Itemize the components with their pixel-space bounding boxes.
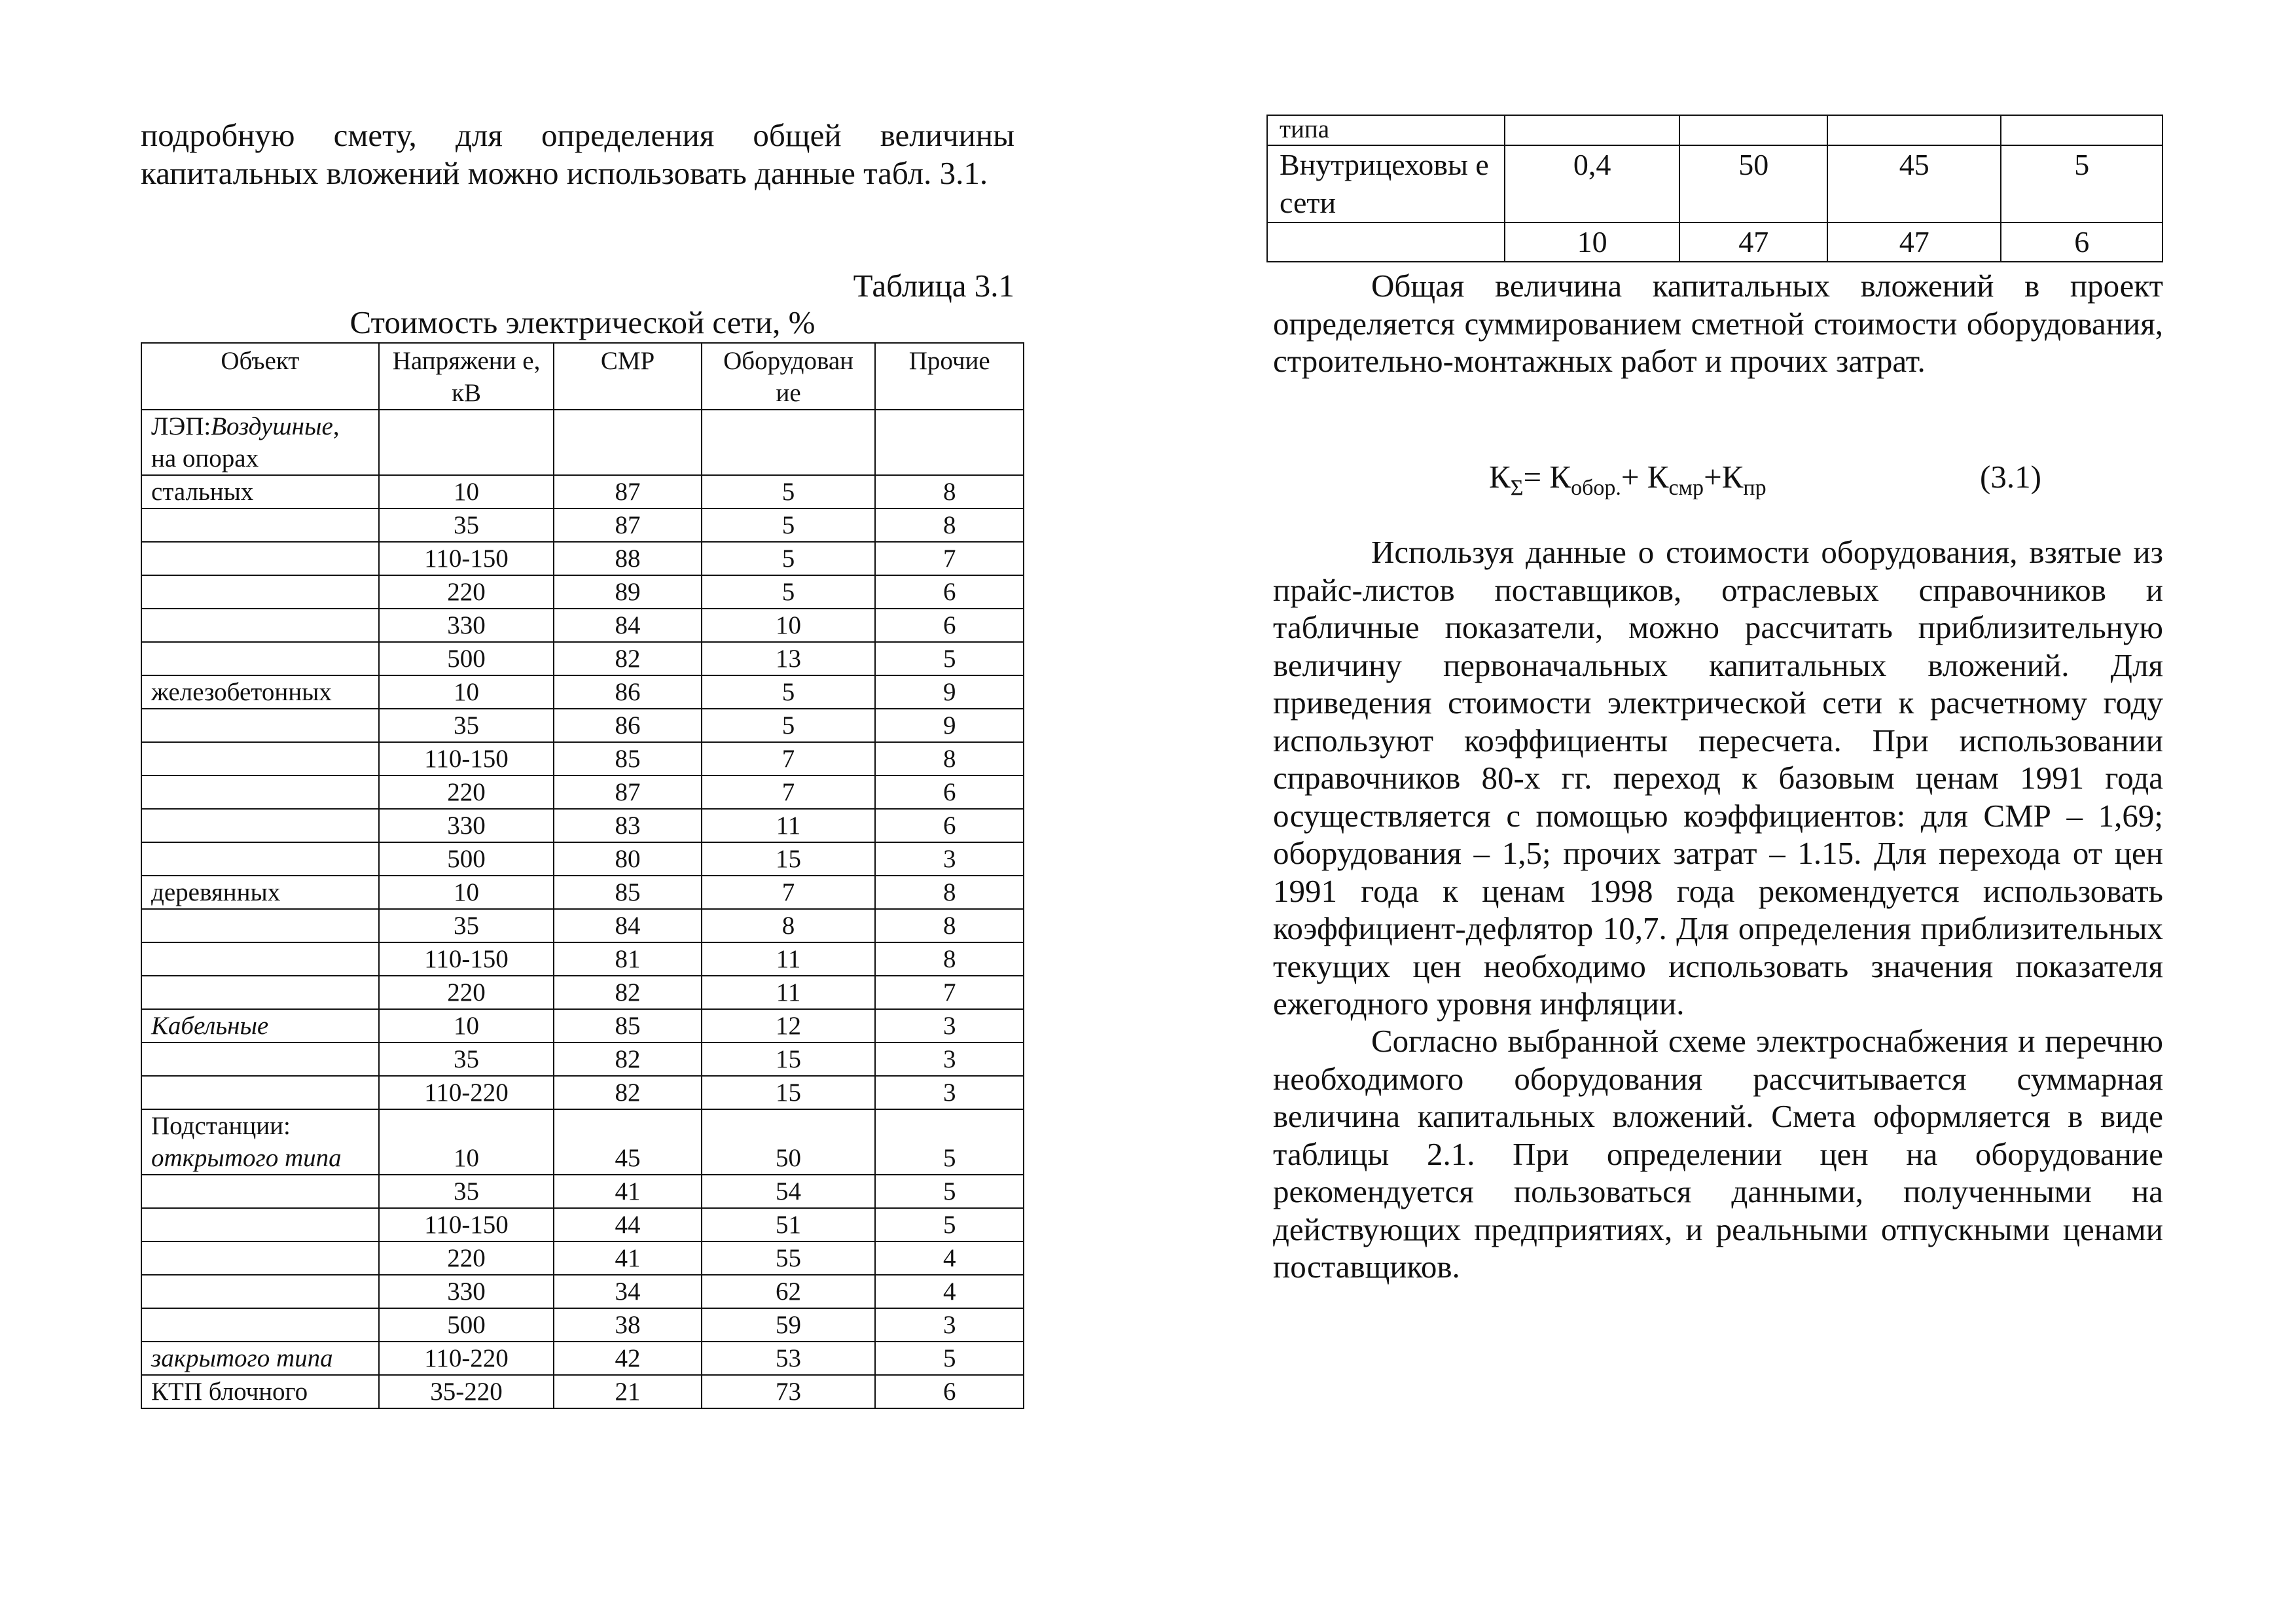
table-row (141, 1009, 1024, 1043)
cell-voltage: 10 (1505, 223, 1680, 262)
cell-other: 6 (875, 776, 1024, 809)
cell-smr: 86 (554, 675, 701, 709)
formula-3-1 (1266, 458, 2157, 500)
cell-voltage: 35-220 (379, 1375, 554, 1408)
cell-other: 3 (875, 1009, 1024, 1043)
cell-equipment: 7 (702, 742, 876, 776)
cell-voltage: 10 (379, 475, 554, 508)
cell-voltage: 500 (379, 1308, 554, 1342)
cell-equipment: 12 (702, 1009, 876, 1043)
cell-smr: 47 (1679, 223, 1827, 262)
cell-smr: 87 (554, 776, 701, 809)
cell-object (141, 1275, 379, 1308)
cell-object (141, 742, 379, 776)
cell-smr: 38 (554, 1308, 701, 1342)
cell-other: 3 (875, 1076, 1024, 1109)
cell-other: 9 (875, 709, 1024, 742)
cell-voltage: 110-220 (379, 1342, 554, 1375)
cell-other: 7 (875, 976, 1024, 1009)
cell-voltage: 0,4 (1505, 145, 1680, 223)
cell-smr: 82 (554, 642, 701, 675)
cell-voltage: 330 (379, 809, 554, 842)
cell-smr: 88 (554, 542, 701, 575)
cell-voltage: 220 (379, 575, 554, 609)
cell-object (141, 575, 379, 609)
cell-equipment: 5 (702, 475, 876, 508)
cell-other: 6 (875, 809, 1024, 842)
table-row (141, 575, 1024, 609)
cell-equipment: 62 (702, 1275, 876, 1308)
cell-object: КТП блочного (141, 1375, 379, 1408)
cell-voltage: 500 (379, 642, 554, 675)
cell-other: 4 (875, 1241, 1024, 1275)
cell-equipment: 11 (702, 976, 876, 1009)
cell-voltage: 220 (379, 776, 554, 809)
cell-equipment: 45 (1827, 145, 2001, 223)
cell-object (141, 1076, 379, 1109)
cell-equipment (702, 410, 876, 475)
cell-object: типа (1267, 115, 1505, 145)
table-row (1267, 145, 2162, 223)
cell-other (2001, 115, 2162, 145)
cell-equipment: 8 (702, 909, 876, 942)
cell-other: 6 (875, 575, 1024, 609)
cell-smr: 85 (554, 742, 701, 776)
cell-object (141, 1308, 379, 1342)
cell-equipment: 5 (702, 542, 876, 575)
cell-smr: 41 (554, 1175, 701, 1208)
table-row (141, 1043, 1024, 1076)
table-row (141, 1241, 1024, 1275)
table-row (141, 1375, 1024, 1408)
cell-voltage: 110-150 (379, 942, 554, 976)
table-row (141, 675, 1024, 709)
cell-other: 6 (875, 609, 1024, 642)
cell-smr: 87 (554, 508, 701, 542)
cell-other: 5 (875, 1175, 1024, 1208)
table-row (141, 410, 1024, 475)
cell-equipment: 5 (702, 575, 876, 609)
cell-smr: 84 (554, 909, 701, 942)
table-header-row (141, 343, 1024, 410)
cell-voltage: 110-150 (379, 1208, 554, 1241)
table-row (141, 1208, 1024, 1241)
cell-object: деревянных (141, 876, 379, 909)
table-row (141, 842, 1024, 876)
cell-other: 3 (875, 1043, 1024, 1076)
cell-smr: 82 (554, 1043, 701, 1076)
cell-object: стальных (141, 475, 379, 508)
cell-other: 6 (875, 1375, 1024, 1408)
cell-equipment: 15 (702, 1043, 876, 1076)
cell-equipment: 11 (702, 942, 876, 976)
cell-smr: 81 (554, 942, 701, 976)
cell-smr: 84 (554, 609, 701, 642)
cell-voltage: 500 (379, 842, 554, 876)
cell-smr: 89 (554, 575, 701, 609)
table-row (141, 876, 1024, 909)
cell-smr: 34 (554, 1275, 701, 1308)
cell-object: Внутрицеховы е сети (1267, 145, 1505, 223)
cell-equipment: 10 (702, 609, 876, 642)
table-row (141, 1275, 1024, 1308)
header-smr: СМР (554, 343, 701, 410)
paragraph-total-investment (1273, 267, 2163, 380)
cell-equipment: 7 (702, 776, 876, 809)
cell-voltage: 110-150 (379, 542, 554, 575)
cell-other: 8 (875, 942, 1024, 976)
table-row (141, 709, 1024, 742)
table-number: Таблица 3.1 (853, 268, 1014, 304)
cell-other: 3 (875, 1308, 1024, 1342)
cell-voltage (379, 410, 554, 475)
cell-other: 5 (875, 1109, 1024, 1175)
cell-smr: 45 (554, 1109, 701, 1175)
cell-equipment: 51 (702, 1208, 876, 1241)
table-row (141, 809, 1024, 842)
cell-equipment: 47 (1827, 223, 2001, 262)
cell-equipment: 15 (702, 842, 876, 876)
cell-equipment: 53 (702, 1342, 876, 1375)
cell-equipment: 13 (702, 642, 876, 675)
cell-object (141, 776, 379, 809)
cell-voltage: 35 (379, 1175, 554, 1208)
cell-object (141, 709, 379, 742)
cell-voltage: 10 (379, 675, 554, 709)
cell-object (141, 609, 379, 642)
cell-object (141, 642, 379, 675)
cell-equipment: 11 (702, 809, 876, 842)
cell-other: 8 (875, 508, 1024, 542)
cell-other: 6 (2001, 223, 2162, 262)
cell-smr: 80 (554, 842, 701, 876)
table-body (141, 410, 1024, 1408)
cell-smr: 21 (554, 1375, 701, 1408)
cell-object (141, 542, 379, 575)
cell-voltage: 10 (379, 1009, 554, 1043)
cell-equipment: 7 (702, 876, 876, 909)
cell-smr: 82 (554, 1076, 701, 1109)
cell-voltage: 220 (379, 1241, 554, 1275)
table-continuation (1266, 115, 2163, 262)
table-row (1267, 115, 2162, 145)
cell-other: 3 (875, 842, 1024, 876)
formula-number: (3.1) (1980, 459, 2041, 495)
table-row (141, 776, 1024, 809)
cell-equipment: 50 (702, 1109, 876, 1175)
cell-other: 8 (875, 909, 1024, 942)
intro-paragraph: подробную смету, для определения общей величины капитальных вложений можно использовать данные табл. 3.1. (141, 117, 1014, 191)
formula-expression: $К_\Sigma= К_{обор.}+ К_{смр}+К_{пр}$ (1489, 459, 1767, 500)
cell-other: 5 (875, 642, 1024, 675)
cell-object (141, 842, 379, 876)
paragraph-estimate (1273, 1022, 2163, 1286)
cell-smr: 82 (554, 976, 701, 1009)
cell-smr: 50 (1679, 145, 1827, 223)
cell-equipment: 55 (702, 1241, 876, 1275)
cell-other: 5 (875, 1342, 1024, 1375)
cell-other (875, 410, 1024, 475)
cell-object (141, 976, 379, 1009)
cell-object: закрытого типа (141, 1342, 379, 1375)
cell-smr: 41 (554, 1241, 701, 1275)
table-row (141, 1076, 1024, 1109)
table-row (141, 1342, 1024, 1375)
table-title: Стоимость электрической сети, % (350, 304, 816, 340)
table-row (141, 1175, 1024, 1208)
header-equipment: Оборудован ие (702, 343, 876, 410)
cell-voltage: 330 (379, 1275, 554, 1308)
cell-smr: 87 (554, 475, 701, 508)
cell-voltage: 35 (379, 1043, 554, 1076)
table-row (141, 642, 1024, 675)
paragraph1-text: Общая величина капитальных вложений в проект определяется суммированием сметной стоимости оборудования, строительно-монтажных работ и прочих затрат. (1273, 268, 2163, 379)
paragraph-coefficients (1273, 533, 2163, 1023)
cell-smr: 85 (554, 876, 701, 909)
cell-voltage: 110-220 (379, 1076, 554, 1109)
cell-other: 8 (875, 742, 1024, 776)
table-row (141, 742, 1024, 776)
table-row (141, 942, 1024, 976)
cell-object (141, 909, 379, 942)
cell-smr: 83 (554, 809, 701, 842)
cell-smr: 42 (554, 1342, 701, 1375)
paragraph2-text: Используя данные о стоимости оборудования, взятые из прайс-листов поставщиков, отраслевых справочников и табличные показатели, можно рассчитать приблизительную величину первоначальных капитальных вложений. Для приведения стоимости электрической сети к расчетному году используют коэффициенты пересчета. При использовании справочников 80-х гг. переход к базовым ценам 1991 года осуществляется с помощью коэффициентов: для СМР – 1,69; оборудования – 1,5; прочих затрат – 1.15. Для перехода от цен 1991 года к ценам 1998 года рекомендуется использовать коэффициент-дефлятор 10,7. Для определения приблизительных текущих цен необходимо использовать значения показателя ежегодного уровня инфляции. (1273, 534, 2163, 1022)
cell-smr (1679, 115, 1827, 145)
cell-object: Кабельные (141, 1009, 379, 1043)
cell-object (141, 809, 379, 842)
table-row (141, 976, 1024, 1009)
cell-object: Подстанции: открытого типа (141, 1109, 379, 1175)
cell-object (141, 1208, 379, 1241)
cell-voltage: 10 (379, 1109, 554, 1175)
cell-equipment: 5 (702, 675, 876, 709)
cell-other: 9 (875, 675, 1024, 709)
cell-other: 8 (875, 475, 1024, 508)
header-voltage: Напряжени е, кВ (379, 343, 554, 410)
cell-voltage: 35 (379, 508, 554, 542)
table-row (1267, 223, 2162, 262)
cell-smr: 44 (554, 1208, 701, 1241)
cell-smr: 85 (554, 1009, 701, 1043)
cell-equipment: 5 (702, 709, 876, 742)
cell-object (141, 1043, 379, 1076)
cost-table (141, 342, 1024, 1409)
cell-voltage: 110-150 (379, 742, 554, 776)
cell-other: 8 (875, 876, 1024, 909)
cell-voltage: 10 (379, 876, 554, 909)
table-row (141, 1109, 1024, 1175)
table-row (141, 909, 1024, 942)
cell-equipment (1827, 115, 2001, 145)
table-row (141, 1308, 1024, 1342)
cell-object (141, 508, 379, 542)
cell-object: ЛЭП:Воздушные, на опорах (141, 410, 379, 475)
header-object: Объект (141, 343, 379, 410)
cell-equipment: 5 (702, 508, 876, 542)
cell-other: 5 (2001, 145, 2162, 223)
cell-voltage: 330 (379, 609, 554, 642)
header-other: Прочие (875, 343, 1024, 410)
cell-voltage: 35 (379, 709, 554, 742)
cell-equipment: 59 (702, 1308, 876, 1342)
continuation-body (1267, 115, 2162, 262)
cell-other: 5 (875, 1208, 1024, 1241)
cell-object: железобетонных (141, 675, 379, 709)
cell-smr: 86 (554, 709, 701, 742)
cell-equipment: 54 (702, 1175, 876, 1208)
paragraph3-text: Согласно выбранной схеме электроснабжения и перечню необходимого оборудования рассчитывается суммарная величина капитальных вложений. Смета оформляется в виде таблицы 2.1. При определении цен на оборудование рекомендуется пользоваться данными, полученными на действующих предприятиях, и реальными отпускными ценами поставщиков. (1273, 1023, 2163, 1285)
table-row (141, 542, 1024, 575)
cell-equipment: 73 (702, 1375, 876, 1408)
cell-other: 7 (875, 542, 1024, 575)
cell-smr (554, 410, 701, 475)
cell-voltage: 35 (379, 909, 554, 942)
cell-other: 4 (875, 1275, 1024, 1308)
table-row (141, 609, 1024, 642)
table-row (141, 508, 1024, 542)
cell-voltage: 220 (379, 976, 554, 1009)
table-row (141, 475, 1024, 508)
cell-object (141, 1175, 379, 1208)
cell-object (1267, 223, 1505, 262)
cell-object (141, 1241, 379, 1275)
cell-object (141, 942, 379, 976)
cell-voltage (1505, 115, 1680, 145)
cell-equipment: 15 (702, 1076, 876, 1109)
